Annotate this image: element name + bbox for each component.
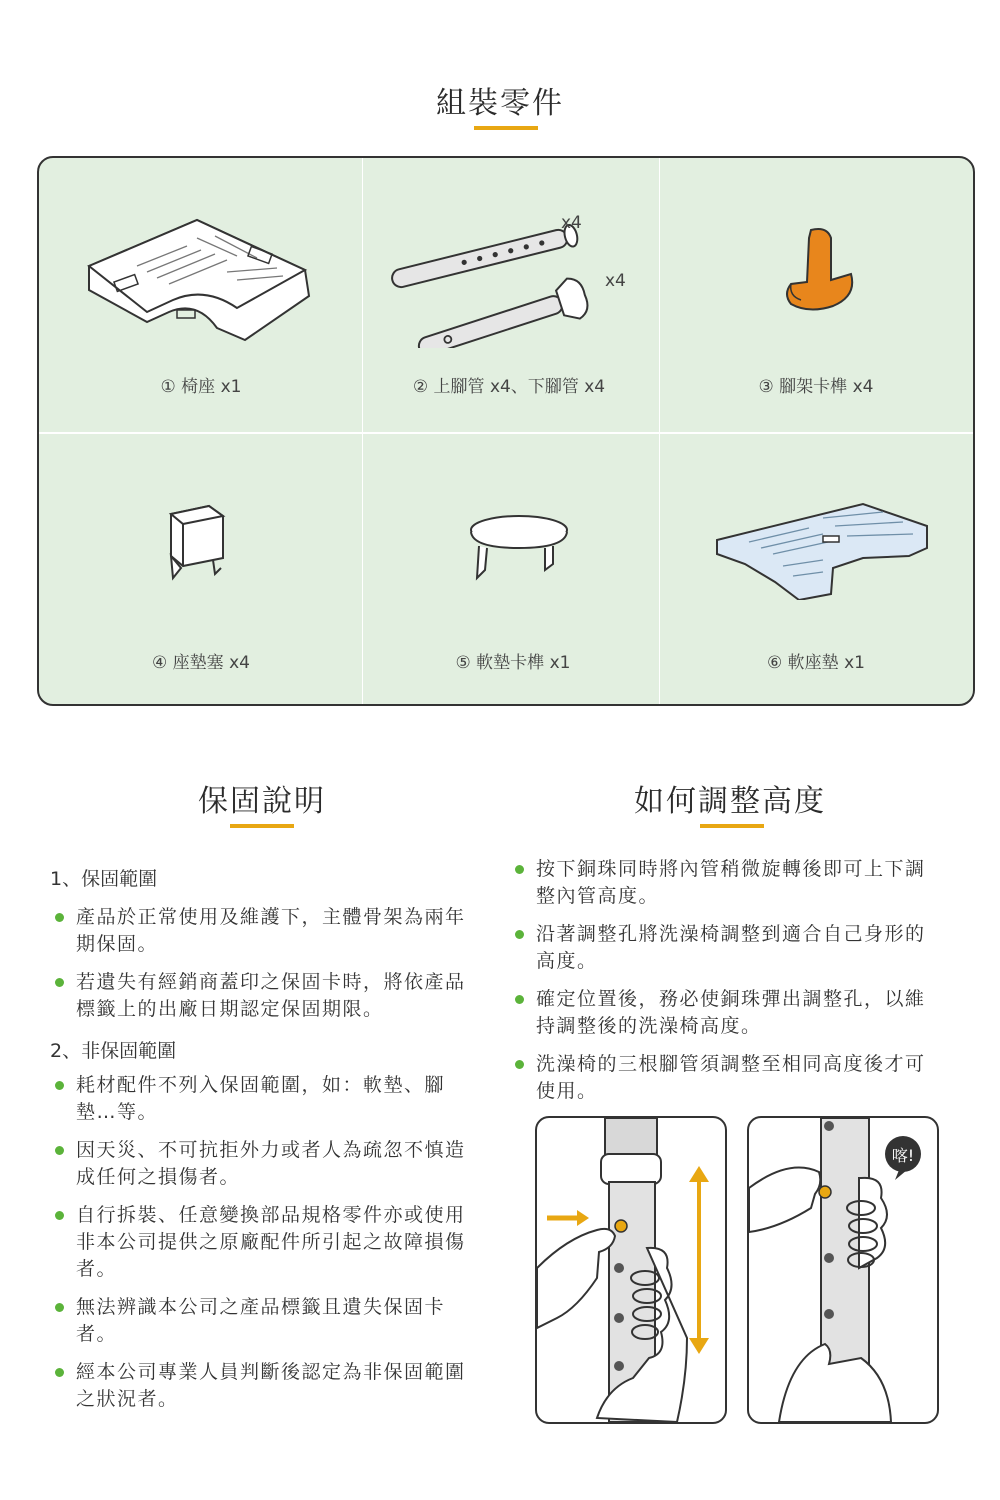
list-item: 若遺失有經銷商蓋印之保固卡時，將依產品標籤上的出廠日期認定保固期限。 bbox=[52, 969, 480, 1023]
seat-plug-image bbox=[163, 502, 233, 584]
adjust-title: 如何調整高度 bbox=[634, 784, 826, 819]
covered-list bbox=[52, 904, 480, 1034]
seat-image bbox=[77, 208, 317, 348]
list-item: 無法辨識本公司之產品標籤且遺失保固卡者。 bbox=[52, 1294, 480, 1348]
part-label-pad-clip: ⑤ 軟墊卡榫 x1 bbox=[455, 653, 571, 673]
warranty-title: 保固說明 bbox=[198, 784, 326, 819]
adjust-illustration-press bbox=[535, 1116, 727, 1424]
grid-divider bbox=[362, 158, 363, 704]
part-label-seat-plug: ④ 座墊塞 x4 bbox=[152, 653, 250, 673]
press-illustration-svg bbox=[537, 1118, 725, 1422]
click-bubble-text: 喀! bbox=[891, 1146, 915, 1165]
part-label-tubes: ② 上腳管 x4、下腳管 x4 bbox=[412, 377, 606, 397]
list-item: 沿著調整孔將洗澡椅調整到適合自己身形的高度。 bbox=[512, 921, 942, 975]
part-label-seat: ① 椅座 x1 bbox=[160, 377, 242, 397]
grid-divider bbox=[659, 158, 660, 704]
list-item: 確定位置後，務必使銅珠彈出調整孔，以維持調整後的洗澡椅高度。 bbox=[512, 986, 942, 1040]
warranty-title-underline bbox=[230, 824, 294, 828]
not-covered-heading: 2、非保固範圍 bbox=[50, 1040, 177, 1062]
soft-cushion-image bbox=[713, 496, 933, 600]
list-item: 經本公司專業人員判斷後認定為非保固範圍之狀況者。 bbox=[52, 1359, 480, 1413]
grid-divider bbox=[39, 432, 973, 434]
pad-clip-image bbox=[465, 510, 573, 584]
tube-tag-upper: x4 bbox=[561, 213, 582, 233]
covered-heading: 1、保固範圍 bbox=[50, 868, 158, 890]
click-illustration-svg bbox=[749, 1118, 937, 1422]
list-item: 洗澡椅的三根腳管須調整至相同高度後才可使用。 bbox=[512, 1051, 942, 1105]
parts-panel bbox=[37, 156, 975, 706]
leg-clip-image bbox=[779, 224, 859, 316]
part-label-soft-cushion: ⑥ 軟座墊 x1 bbox=[767, 653, 865, 673]
list-item: 因天災、不可抗拒外力或者人為疏忽不慎造成任何之損傷者。 bbox=[52, 1137, 480, 1191]
list-item: 耗材配件不列入保固範圍，如：軟墊、腳墊…等。 bbox=[52, 1072, 480, 1126]
list-item: 產品於正常使用及維護下，主體骨架為兩年期保固。 bbox=[52, 904, 480, 958]
list-item: 自行拆裝、任意變換部品規格零件亦或使用非本公司提供之原廠配件所引起之故障損傷者。 bbox=[52, 1202, 480, 1283]
adjust-title-underline bbox=[700, 824, 764, 828]
adjust-steps bbox=[512, 856, 942, 1116]
part-label-leg-clip: ③ 腳架卡榫 x4 bbox=[758, 377, 874, 397]
parts-title-underline bbox=[474, 126, 538, 130]
list-item: 按下銅珠同時將內管稍微旋轉後即可上下調整內管高度。 bbox=[512, 856, 942, 910]
not-covered-list bbox=[52, 1072, 480, 1424]
parts-title: 組裝零件 bbox=[436, 86, 564, 121]
tube-tag-lower: x4 bbox=[605, 271, 626, 291]
adjust-illustration-click bbox=[747, 1116, 939, 1424]
